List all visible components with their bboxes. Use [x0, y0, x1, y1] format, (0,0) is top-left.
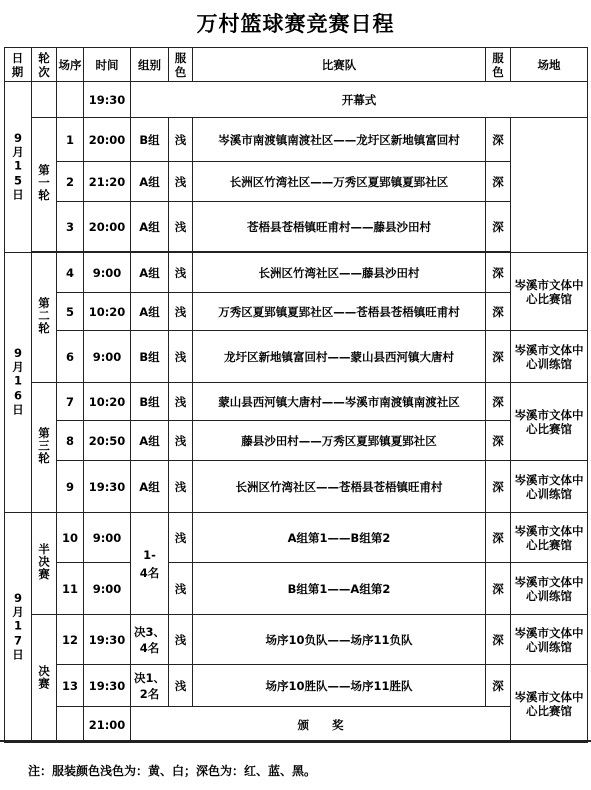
table-row — [5, 202, 588, 252]
color-dark-cell: 深 — [486, 118, 511, 162]
color-light-cell: 浅 — [169, 383, 193, 421]
round-cell: 第一轮 — [32, 118, 57, 252]
venue-cell: 岑溪市文体中心比赛馆 — [511, 665, 588, 743]
match-cell: 蒙山县西河镇大唐村——岑溪市南渡镇南渡社区 — [193, 383, 486, 421]
header-time: 时间 — [84, 48, 131, 82]
color-light-cell: 浅 — [169, 162, 193, 202]
color-light-cell: 浅 — [169, 461, 193, 513]
header-color-light: 服色 — [169, 48, 193, 82]
date-cell: 9月15日 — [5, 82, 32, 253]
round-cell: 第三轮 — [32, 383, 57, 513]
color-dark-cell: 深 — [486, 665, 511, 707]
header-seq: 场序 — [57, 48, 84, 82]
footnote-text: 注：服装颜色浅色为：黄、白；深色为：红、蓝、黑。 — [28, 764, 317, 778]
color-dark-cell: 深 — [486, 293, 511, 331]
time-cell: 19:30 — [84, 461, 131, 513]
table-row — [5, 331, 588, 383]
venue-cell: 岑溪市文体中心训练馆 — [511, 615, 588, 665]
table-row — [5, 293, 588, 331]
match-cell: 长洲区竹湾社区——万秀区夏郢镇夏郢社区 — [193, 162, 486, 202]
date-cell: 9月17日 — [5, 513, 32, 743]
color-light-cell: 浅 — [169, 253, 193, 293]
group-cell: 决3、4名 — [131, 615, 169, 665]
date-cell: 9月16日 — [5, 253, 32, 513]
time-cell: 20:00 — [84, 202, 131, 252]
header-match: 比赛队 — [193, 48, 486, 82]
page-title: 万村篮球赛竞赛日程 — [196, 12, 395, 36]
color-dark-cell: 深 — [486, 253, 511, 293]
color-dark-cell: 深 — [486, 513, 511, 563]
seq-cell: 12 — [57, 615, 84, 665]
seq-cell: 5 — [57, 293, 84, 331]
venue-cell: 岑溪市文体中心比赛馆 — [511, 383, 588, 461]
seq-cell: 10 — [57, 513, 84, 563]
seq-cell: 6 — [57, 331, 84, 383]
seq-cell: 1 — [57, 118, 84, 162]
color-light-cell: 浅 — [169, 331, 193, 383]
header-group: 组别 — [131, 48, 169, 82]
color-light-cell: 浅 — [169, 202, 193, 252]
venue-cell: 岑溪市文体中心训练馆 — [511, 331, 588, 383]
color-light-cell: 浅 — [169, 293, 193, 331]
color-light-cell: 浅 — [169, 421, 193, 461]
group-cell: A组 — [131, 461, 169, 513]
table-row — [5, 383, 588, 421]
footnote — [0, 740, 591, 790]
time-cell: 10:20 — [84, 383, 131, 421]
color-light-cell: 浅 — [169, 563, 193, 615]
venue-cell: 岑溪市文体中心训练馆 — [511, 461, 588, 513]
seq-cell: 7 — [57, 383, 84, 421]
table-row — [5, 162, 588, 202]
group-cell: A组 — [131, 421, 169, 461]
seq-cell: 9 — [57, 461, 84, 513]
time-cell: 9:00 — [84, 513, 131, 563]
header-date: 日期 — [5, 48, 32, 82]
opening-ceremony: 开幕式 — [131, 82, 588, 118]
table-row — [5, 563, 588, 615]
seq-cell: 11 — [57, 563, 84, 615]
match-cell: 龙圩区新地镇富回村——蒙山县西河镇大唐村 — [193, 331, 486, 383]
color-light-cell: 浅 — [169, 665, 193, 707]
color-dark-cell: 深 — [486, 563, 511, 615]
table-row — [5, 82, 588, 118]
group-cell: B组 — [131, 331, 169, 383]
seq-cell: 4 — [57, 253, 84, 293]
match-cell: 岑溪市南渡镇南渡社区——龙圩区新地镇富回村 — [193, 118, 486, 162]
time-cell: 10:20 — [84, 293, 131, 331]
time-cell: 21:00 — [84, 707, 131, 743]
match-cell: B组第1——A组第2 — [193, 563, 486, 615]
table-row — [5, 513, 588, 563]
seq-cell: 3 — [57, 202, 84, 252]
venue-cell: 岑溪市文体中心比赛馆 — [511, 513, 588, 563]
group-cell: 决1、2名 — [131, 665, 169, 707]
round-cell: 半决赛 — [32, 513, 57, 615]
header-round: 轮次 — [32, 48, 57, 82]
header-row — [5, 48, 588, 82]
color-dark-cell: 深 — [486, 615, 511, 665]
schedule-table — [4, 47, 588, 743]
match-cell: 长洲区竹湾社区——藤县沙田村 — [193, 253, 486, 293]
time-cell: 19:30 — [84, 665, 131, 707]
seq-cell: 13 — [57, 665, 84, 707]
time-cell: 9:00 — [84, 563, 131, 615]
color-dark-cell: 深 — [486, 383, 511, 421]
group-cell: B组 — [131, 118, 169, 162]
header-color-dark: 服色 — [486, 48, 511, 82]
time-cell: 9:00 — [84, 253, 131, 293]
match-cell: 藤县沙田村——万秀区夏郢镇夏郢社区 — [193, 421, 486, 461]
match-cell: 苍梧县苍梧镇旺甫村——藤县沙田村 — [193, 202, 486, 252]
color-dark-cell: 深 — [486, 162, 511, 202]
time-cell: 19:30 — [84, 615, 131, 665]
color-light-cell: 浅 — [169, 513, 193, 563]
seq-cell: 2 — [57, 162, 84, 202]
venue-cell: 岑溪市文体中心比赛馆 — [511, 253, 588, 331]
group-cell: A组 — [131, 293, 169, 331]
round-cell: 第二轮 — [32, 253, 57, 383]
table-row — [5, 421, 588, 461]
table-row — [5, 253, 588, 293]
time-cell: 20:00 — [84, 118, 131, 162]
time-cell: 19:30 — [84, 82, 131, 118]
round-cell: 决赛 — [32, 615, 57, 743]
time-cell: 20:50 — [84, 421, 131, 461]
time-cell: 9:00 — [84, 331, 131, 383]
match-cell: 场序10胜队——场序11胜队 — [193, 665, 486, 707]
color-dark-cell: 深 — [486, 461, 511, 513]
time-cell: 21:20 — [84, 162, 131, 202]
table-row — [5, 461, 588, 513]
color-dark-cell: 深 — [486, 421, 511, 461]
table-row — [5, 615, 588, 665]
color-light-cell: 浅 — [169, 118, 193, 162]
group-cell: A组 — [131, 253, 169, 293]
match-cell: 长洲区竹湾社区——苍梧县苍梧镇旺甫村 — [193, 461, 486, 513]
table-row — [5, 707, 588, 743]
group-cell: A组 — [131, 202, 169, 252]
color-dark-cell: 深 — [486, 202, 511, 252]
match-cell: A组第1——B组第2 — [193, 513, 486, 563]
venue-cell: 岑溪市文体中心训练馆 — [511, 563, 588, 615]
seq-cell: 8 — [57, 421, 84, 461]
group-cell: A组 — [131, 162, 169, 202]
match-cell: 万秀区夏郢镇夏郢社区——苍梧县苍梧镇旺甫村 — [193, 293, 486, 331]
group-cell: B组 — [131, 383, 169, 421]
table-row — [5, 118, 588, 162]
table-row — [5, 665, 588, 707]
match-cell: 场序10负队——场序11负队 — [193, 615, 486, 665]
color-dark-cell: 深 — [486, 331, 511, 383]
color-light-cell: 浅 — [169, 615, 193, 665]
group-cell: 1-4名 — [131, 513, 169, 615]
header-venue: 场地 — [511, 48, 588, 82]
award-ceremony: 颁 奖 — [131, 707, 511, 743]
